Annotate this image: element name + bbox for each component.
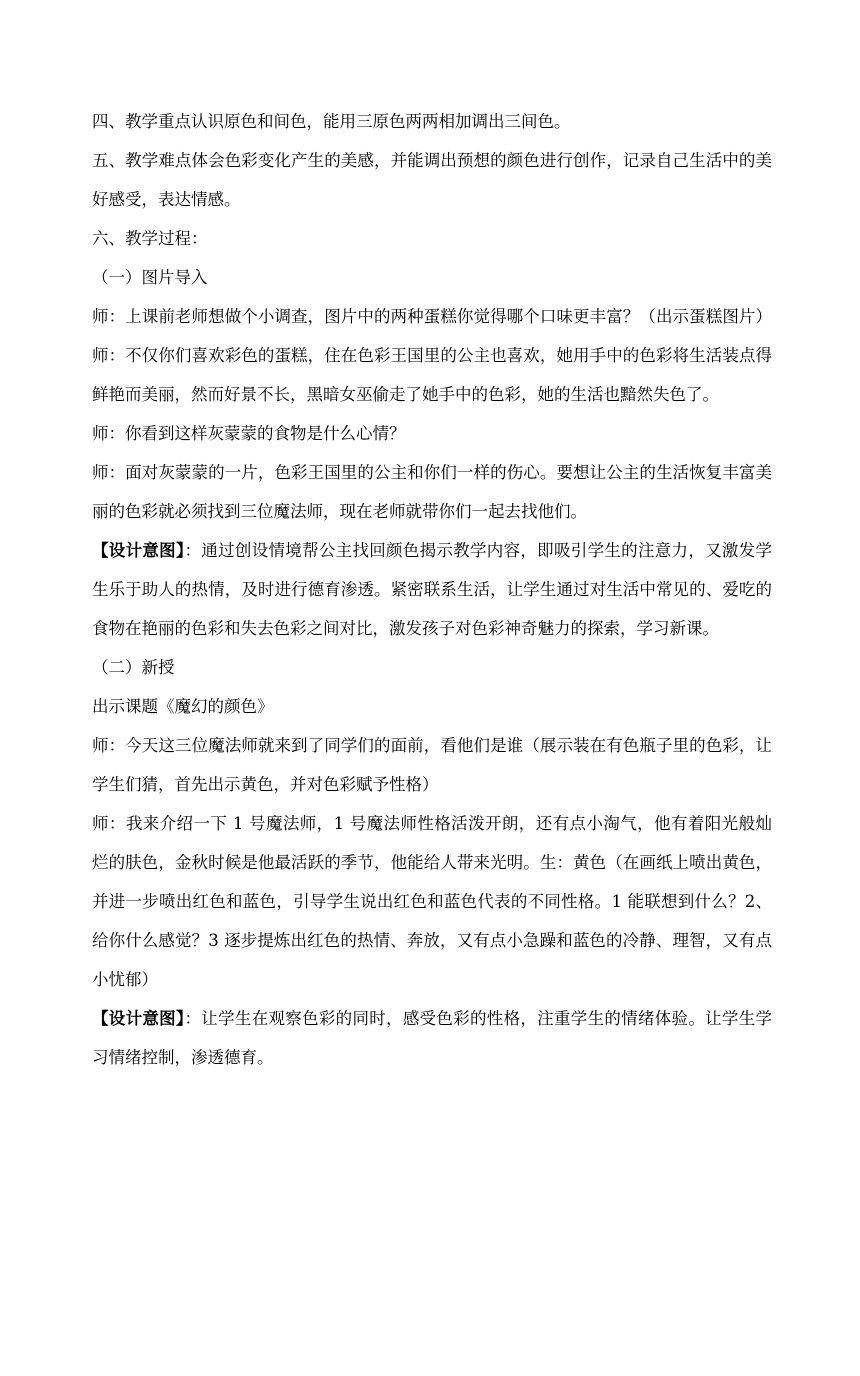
design-intent-text-2: ：让学生在观察色彩的同时，感受色彩的性格，注重学生的情绪体验。让学生学习情绪控制，渗透德育。 [92, 1009, 773, 1067]
design-intent-paragraph [92, 531, 772, 648]
section-picture-intro-heading: （一）图片导入 [92, 268, 208, 287]
key-points-heading: 四、教学重点认识原色和间色，能用三原色两两相加调出三间色。 [92, 112, 571, 131]
teacher-magician-one-paragraph: 师：我来介绍一下 1 号魔法师，1 号魔法师性格活泼开朗，还有点小淘气，他有着阳光般灿烂的肤色，金秋时候是他最活跃的季节，他能给人带来光明。生：黄色（在画纸上喷出黄色，并进一步喷出红色和蓝色，引导学生说出红色和蓝色代表的不同性格。1 能联想到什么？2、给你什么感觉？3 逐步提炼出红色的热情、奔放，又有点小急躁和蓝色的冷静、理智，又有点小忧郁） [92, 814, 772, 989]
design-intent-label-2: 【设计意图】 [92, 1009, 185, 1028]
difficult-points-heading: 五、教学难点体会色彩变化产生的美感，并能调出预想的颜色进行创作，记录自己生活中的美好感受，表达情感。 [92, 151, 772, 209]
section-new-lesson-heading: （二）新授 [92, 658, 175, 677]
process-heading: 六、教学过程： [92, 229, 208, 248]
design-intent-paragraph-2 [92, 999, 772, 1077]
teacher-question-paragraph: 师：你看到这样灰蒙蒙的食物是什么心情？ [92, 424, 406, 443]
lesson-title-paragraph: 出示课题《魔幻的颜色》 [92, 697, 274, 716]
design-intent-text: ：通过创设情境帮公主找回颜色揭示教学内容，即吸引学生的注意力，又激发学生乐于助人的热情，及时进行德育渗透。紧密联系生活，让学生通过对生活中常见的、爱吃的食物在艳丽的色彩和失去色彩之间对比，激发孩子对色彩神奇魅力的探索，学习新课。 [92, 541, 773, 638]
teacher-survey-paragraph: 师：上课前老师想做个小调查，图片中的两种蛋糕你觉得哪个口味更丰富？（出示蛋糕图片）师：不仅你们喜欢彩色的蛋糕，住在色彩王国里的公主也喜欢，她用手中的色彩将生活装点得鲜艳而美丽，然而好景不长，黑暗女巫偷走了她手中的色彩，她的生活也黯然失色了。 [92, 307, 772, 404]
design-intent-label: 【设计意图】 [92, 541, 185, 560]
teacher-bottles-paragraph: 师：今天这三位魔法师就来到了同学们的面前，看他们是谁（展示装在有色瓶子里的色彩，让学生们猜，首先出示黄色，并对色彩赋予性格） [92, 736, 772, 794]
teacher-magicians-paragraph: 师：面对灰蒙蒙的一片，色彩王国里的公主和你们一样的伤心。要想让公主的生活恢复丰富美丽的色彩就必须找到三位魔法师，现在老师就带你们一起去找他们。 [92, 463, 772, 521]
document-body [92, 102, 772, 1077]
